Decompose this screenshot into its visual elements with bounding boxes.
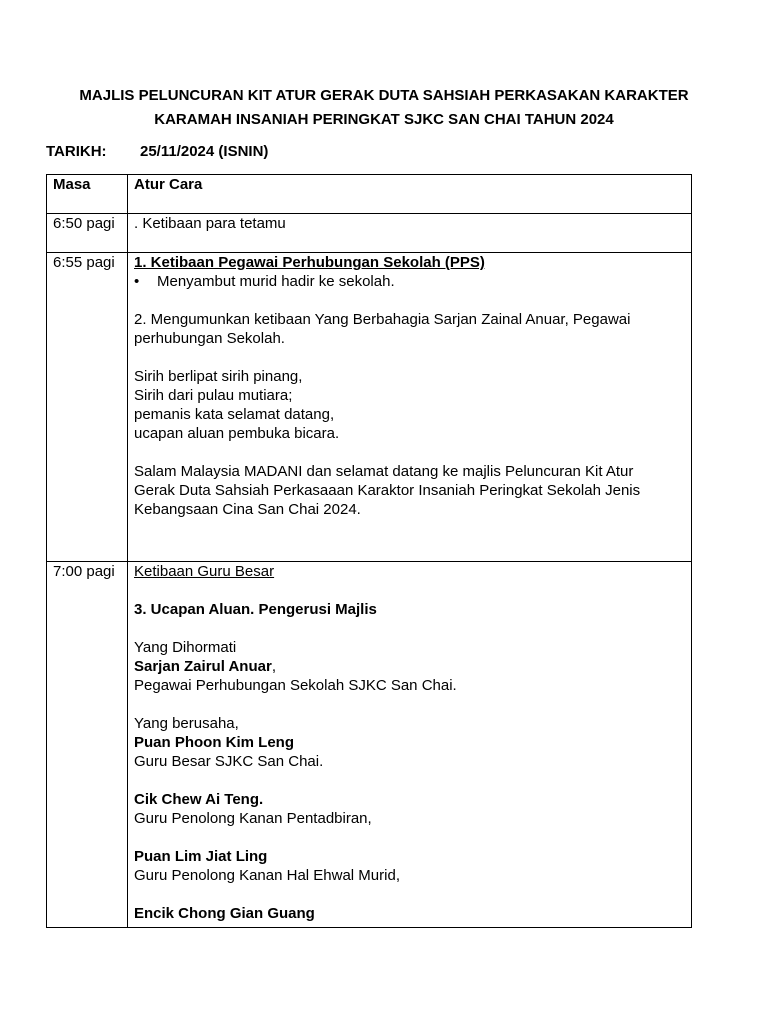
pantun-line: ucapan aluan pembuka bicara. [134, 425, 340, 442]
title-line-1: MAJLIS PELUNCURAN KIT ATUR GERAK DUTA SAHSIAH PERKASAKAN KARAKTER [79, 87, 689, 104]
guest-role: Guru Penolong Kanan Hal Ehwal Murid, [134, 867, 400, 884]
table-header-row [47, 175, 692, 214]
item-heading: Ketibaan Guru Besar [134, 563, 275, 580]
table-row [47, 562, 692, 928]
guest-name: Cik Chew Ai Teng. [134, 791, 264, 808]
time-cell: 7:00 pagi [47, 562, 128, 928]
bullet-item [134, 272, 685, 291]
pantun-line: Sirih berlipat sirih pinang, [134, 368, 303, 385]
date-row [46, 142, 268, 162]
item-heading: 3. Ucapan Aluan. Pengerusi Majlis [134, 601, 377, 618]
date-label: TARIKH: [46, 143, 107, 160]
agenda-cell [128, 562, 692, 928]
bullet-icon: • [134, 273, 140, 290]
header-masa: Masa [47, 175, 128, 214]
paragraph-line: Kebangsaan Cina San Chai 2024. [134, 501, 361, 518]
guest-name-line [134, 657, 685, 676]
salutation: Yang Dihormati [134, 639, 237, 656]
pantun-line: pemanis kata selamat datang, [134, 406, 335, 423]
paragraph-line: Salam Malaysia MADANI dan selamat datang ke majlis Peluncuran Kit Atur [134, 463, 634, 480]
guest-name: Sarjan Zairul Anuar [134, 658, 272, 675]
guest-role: Pegawai Perhubungan Sekolah SJKC San Chai. [134, 677, 457, 694]
salutation: Yang berusaha, [134, 715, 239, 732]
document-title [40, 84, 728, 132]
agenda-cell [128, 253, 692, 562]
date-value: 25/11/2024 (ISNIN) [140, 143, 269, 160]
guest-role: Guru Besar SJKC San Chai. [134, 753, 324, 770]
guest-name: Puan Lim Jiat Ling [134, 848, 268, 865]
agenda-cell: . Ketibaan para tetamu [128, 214, 692, 253]
table-row [47, 253, 692, 562]
table-row [47, 214, 692, 253]
time-cell: 6:50 pagi [47, 214, 128, 253]
title-line-2: KARAMAH INSANIAH PERINGKAT SJKC SAN CHAI TAHUN 2024 [154, 111, 614, 128]
item-heading: 1. Ketibaan Pegawai Perhubungan Sekolah (PPS) [134, 254, 485, 271]
guest-role: Guru Penolong Kanan Pentadbiran, [134, 810, 372, 827]
bullet-text: Menyambut murid hadir ke sekolah. [157, 273, 395, 290]
agenda-table [46, 174, 692, 928]
header-atur-cara: Atur Cara [128, 175, 692, 214]
guest-name-comma: , [271, 658, 276, 675]
paragraph-line: 2. Mengumunkan ketibaan Yang Berbahagia Sarjan Zainal Anuar, Pegawai [134, 311, 631, 328]
guest-name: Puan Phoon Kim Leng [134, 734, 294, 751]
guest-name: Encik Chong Gian Guang [134, 905, 315, 922]
time-cell: 6:55 pagi [47, 253, 128, 562]
paragraph-line: perhubungan Sekolah. [134, 330, 285, 347]
paragraph-line: Gerak Duta Sahsiah Perkasaaan Karaktor Insaniah Peringkat Sekolah Jenis [134, 482, 641, 499]
pantun-line: Sirih dari pulau mutiara; [134, 387, 293, 404]
